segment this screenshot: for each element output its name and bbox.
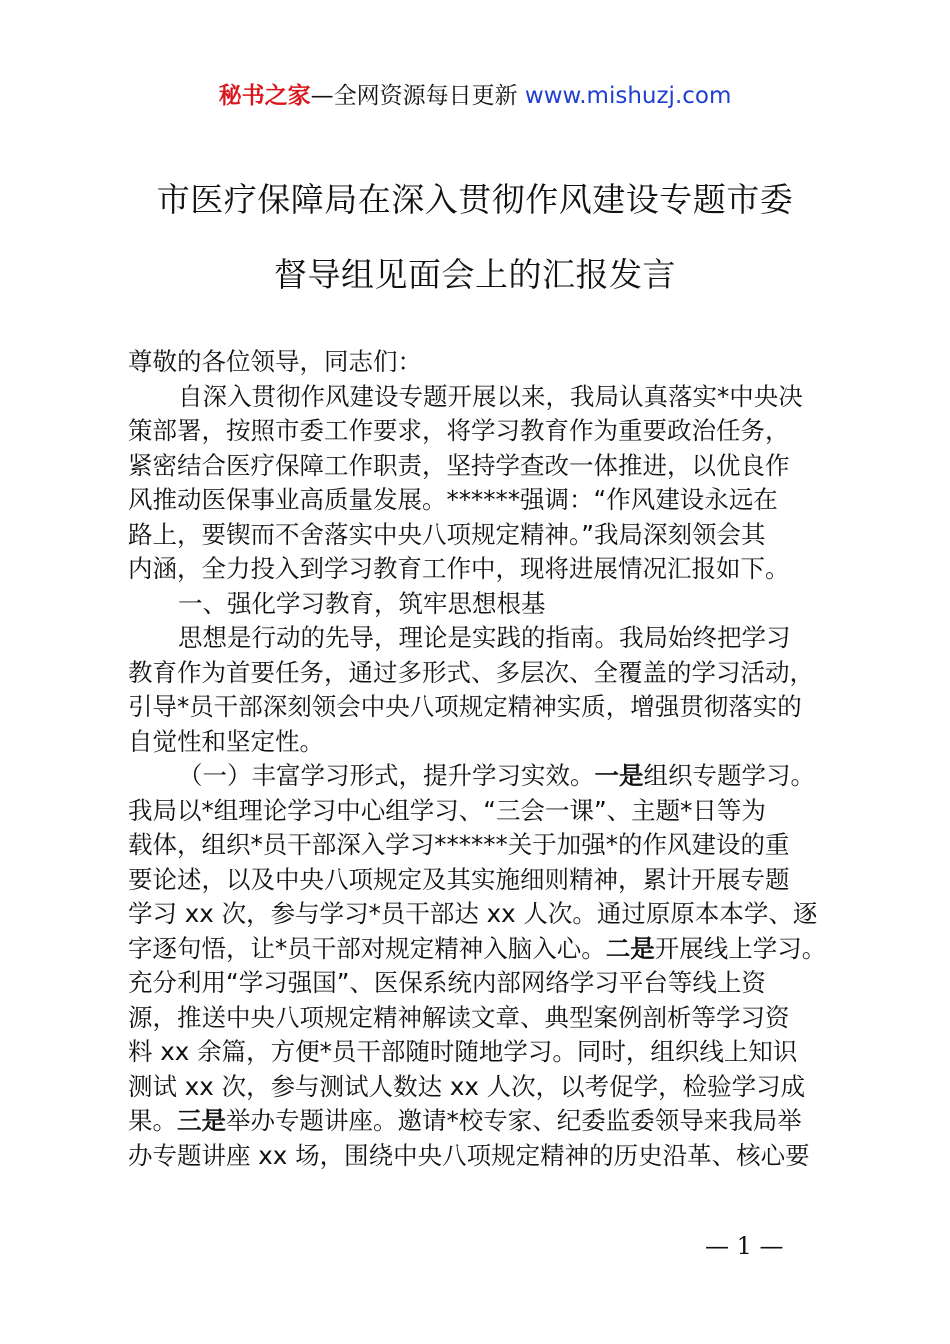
site-tagline: —全网资源每日更新 [310, 83, 518, 109]
body-text: 字逐句悟，让*员干部对规定精神入脑入心。 [128, 933, 606, 963]
document-title-line-1: 市医疗保障局在深入贯彻作风建设专题市委 [156, 180, 794, 219]
body-line: 测试 xx 次，参与测试人数达 xx 人次，以考促学，检验学习成 [128, 1071, 806, 1101]
site-header [0, 80, 950, 112]
body-text: 果。 [128, 1106, 177, 1135]
document-title-line-2: 督导组见面会上的汇报发言 [274, 255, 676, 294]
emphasis-marker: 一是 [594, 761, 644, 790]
body-line: 内涵，全力投入到学习教育工作中，现将进展情况汇报如下。 [128, 554, 790, 583]
subsection-heading: （一）丰富学习形式，提升学习实效。 [178, 761, 595, 790]
body-text: 举办专题讲座。邀请*校专家、纪委监委领导来我局举 [226, 1106, 802, 1135]
body-line: 紧密结合医疗保障工作职责，坚持学查改一体推进，以优良作 [128, 450, 790, 480]
body-line: 教育作为首要任务，通过多形式、多层次、全覆盖的学习活动， [128, 657, 814, 687]
body-text: 开展线上学习。 [654, 933, 827, 963]
body-line: 载体，组织*员干部深入学习******关于加强*的作风建设的重 [128, 830, 790, 859]
body-line: 料 xx 余篇，方便*员干部随时随地学习。同时，组织线上知识 [128, 1037, 798, 1066]
body-line [128, 932, 850, 967]
body-line: 思想是行动的先导，理论是实践的指南。我局始终把学习 [178, 623, 791, 652]
site-url-link[interactable]: www.mishuzj.com [524, 83, 732, 109]
body-text: 组织专题学习。 [643, 761, 815, 790]
body-line: 路上，要锲而不舍落实中央八项规定精神。”我局深刻领会其 [128, 519, 766, 549]
body-line: 自觉性和坚定性。 [128, 726, 324, 756]
body-line: 策部署，按照市委工作要求，将学习教育作为重要政治任务， [128, 416, 790, 445]
page-number: — 1 — [705, 1232, 784, 1260]
body-line: 我局以*组理论学习中心组学习、“三会一课”、主题*日等为 [128, 795, 766, 825]
body-line: 风推动医保事业高质量发展。******强调：“作风建设永远在 [128, 485, 778, 514]
document-body [128, 345, 850, 1173]
salutation: 尊敬的各位领导，同志们： [128, 347, 422, 376]
body-line: 要论述，以及中央八项规定及其实施细则精神，累计开展专题 [128, 864, 790, 894]
body-line: 学习 xx 次，参与学习*员干部达 xx 人次。通过原原本本学、逐 [128, 899, 818, 928]
body-line: 办专题讲座 xx 场，围绕中央八项规定精神的历史沿革、核心要 [128, 1140, 810, 1170]
body-line [128, 759, 850, 794]
site-brand: 秘书之家 [218, 83, 311, 109]
emphasis-marker: 三是 [177, 1106, 226, 1135]
body-line: 充分利用“学习强国”、医保系统内部网络学习平台等线上资 [128, 968, 766, 997]
body-line [128, 1104, 850, 1139]
emphasis-marker: 二是 [605, 933, 655, 963]
body-line: 源，推送中央八项规定精神解读文章、典型案例剖析等学习资 [128, 1002, 790, 1032]
section-heading: 一、强化学习教育，筑牢思想根基 [178, 588, 546, 618]
body-line: 自深入贯彻作风建设专题开展以来，我局认真落实*中央决 [178, 381, 803, 411]
document-title [60, 162, 890, 312]
body-line: 引导*员干部深刻领会中央八项规定精神实质，增强贯彻落实的 [128, 692, 802, 721]
